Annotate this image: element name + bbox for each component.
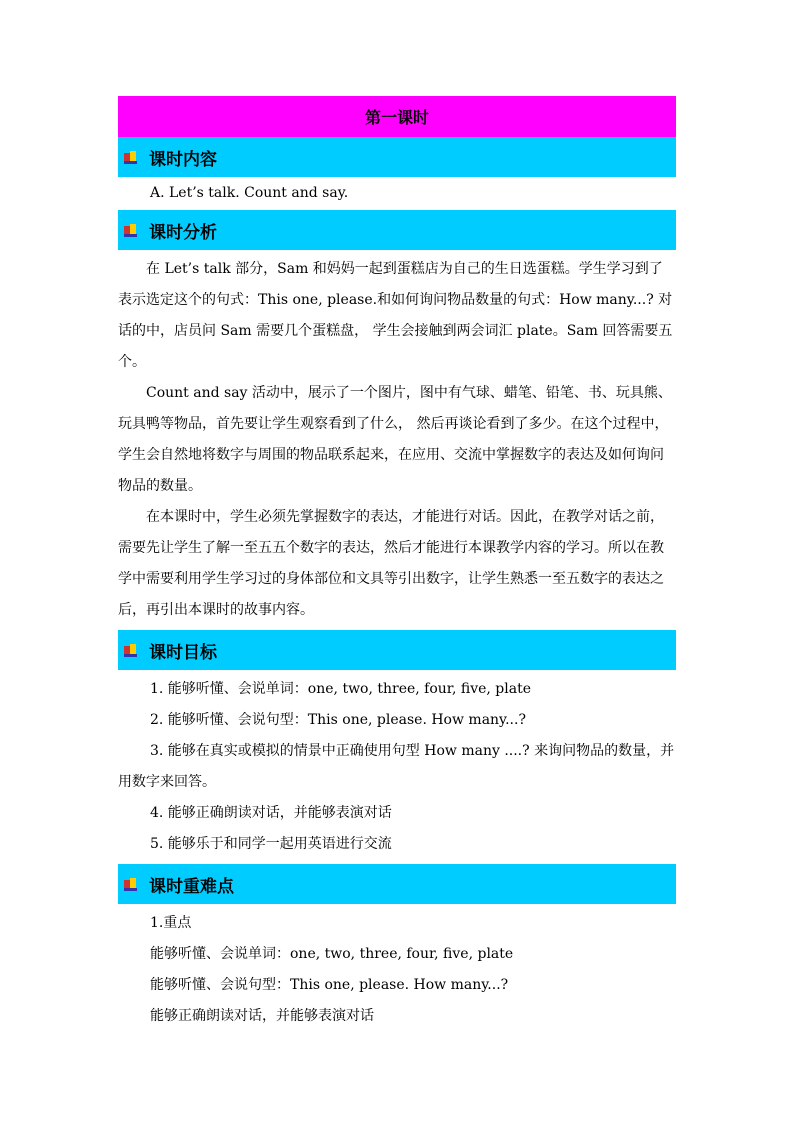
book-icon [124,644,137,657]
section-heading-content [118,137,676,177]
book-icon [124,151,137,164]
key-point-item: 能够正确朗读对话，并能够表演对话 [150,1008,374,1024]
analysis-paragraph: Count and say 活动中，展示了一个图片，图中有气球、蜡笔、铅笔、书、玩具熊、玩具鸭等物品，首先要让学生观察看到了什么， 然后再谈论看到了多少。在这个过程中，学生会自然地将数字与周围的物品联系起来，在应用、交流中掌握数字的表达及如何询问物品的数量。 [118,385,672,494]
goal-item: 3. 能够在真实或模拟的情景中正确使用句型 How many ....? 来询问物品的数量，并用数字来回答。 [118,743,675,790]
analysis-paragraph: 在本课时中，学生必须先掌握数字的表达，才能进行对话。因此，在教学对话之前，需要先让学生了解一至五五个数字的表达，然后才能进行本课教学内容的学习。所以在教学中需要利用学生学习过的身体部位和文具等引出数字，让学生熟悉一至五数字的表达之后，再引出本课时的故事内容。 [118,509,664,618]
section-heading-text: 课时内容 [149,149,217,170]
key-point-item: 能够听懂、会说句型：This one, please. How many...? [150,977,509,993]
section-heading-key-points [118,864,676,904]
content-line: A. Let’s talk. Count and say. [150,185,349,201]
goal-item: 2. 能够听懂、会说句型：This one, please. How many...? [150,712,526,728]
section-heading-text: 课时重难点 [149,876,234,897]
book-icon [124,224,137,237]
goal-item: 5. 能够乐于和同学一起用英语进行交流 [150,836,392,852]
key-points-label: 1.重点 [150,915,192,931]
key-point-item: 能够听懂、会说单词：one, two, three, four, five, plate [150,946,514,962]
analysis-paragraph: 在 Let’s talk 部分，Sam 和妈妈一起到蛋糕店为自己的生日选蛋糕。学生学习到了表示选定这个的句式：This one, please.和如何询问物品数量的句式：How many...? 对话的中，店员问 Sam 需要几个蛋糕盘， 学生会接触到两会词汇 plate。Sam 回答需要五个。 [118,261,673,370]
goal-item: 1. 能够听懂、会说单词：one, two, three, four, five, plate [150,681,531,697]
section-heading-text: 课时分析 [149,222,217,243]
goal-item: 4. 能够正确朗读对话，并能够表演对话 [150,805,392,821]
section-heading-goals [118,630,676,670]
lesson-title: 第一课时 [118,96,676,137]
book-icon [124,878,137,891]
section-heading-analysis [118,210,676,250]
lesson-document [118,96,676,1032]
section-heading-text: 课时目标 [149,642,217,663]
